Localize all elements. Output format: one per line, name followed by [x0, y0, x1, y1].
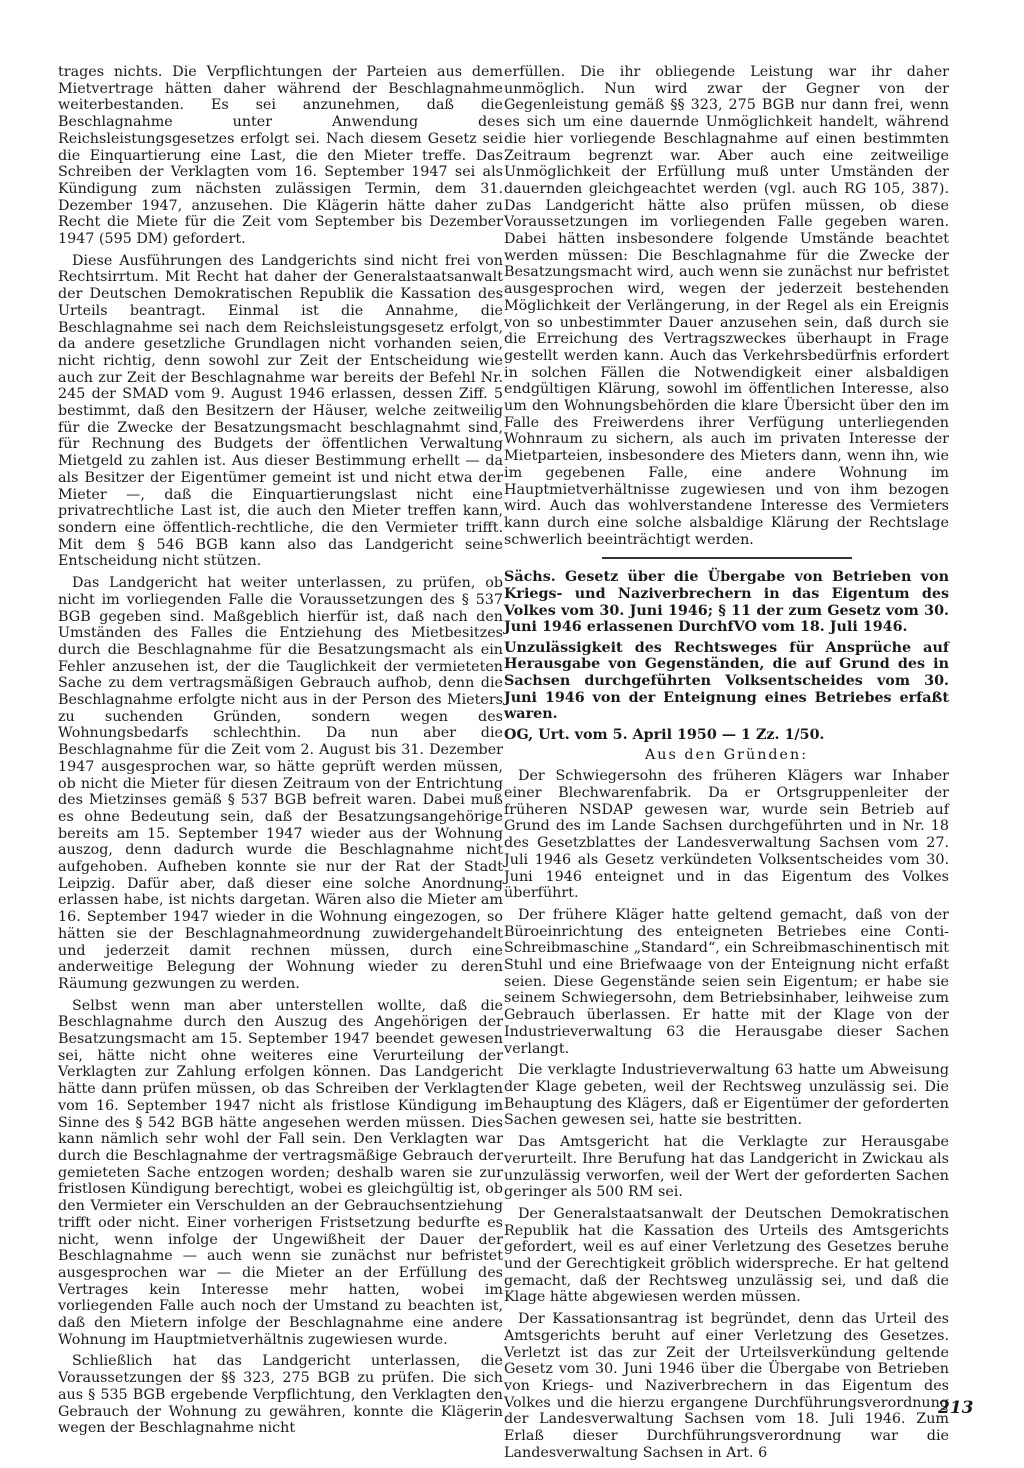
- paragraph: trages nichts. Die Verpflichtungen der Parteien aus dem Mietvertrage hätten daher während der Beschlagnahme weiterbestanden. Es sei anzunehmen, daß die Beschlagnahme unter Anwendung des Reichsleistungsgesetzes erfolgt sei. Nach diesem Gesetz sei die Einquartierung eine Last, die den Mieter treffe. Das Schreiben der Verklagten vom 16. September 1947 sei als Kündigung zum nächsten zulässigen Termin, dem 31. Dezember 1947, anzusehen. Die Klägerin hätte daher zu Recht die Miete für die Zeit vom September bis Dezember 1947 (595 DM) gefordert.: [58, 64, 503, 248]
- law-title: Sächs. Gesetz über die Übergabe von Betrieben von Kriegs- und Naziverbrechern in das Eigentum des Volkes vom 30. Juni 1946; § 11 der zum Gesetz vom 30. Juni 1946 erlassenen DurchfVO vom 18. Juli 1946.: [504, 569, 949, 636]
- decision-citation: OG, Urt. vom 5. April 1950 — 1 Zz. 1/50.: [504, 726, 825, 743]
- left-column: [58, 64, 503, 1442]
- page-number: 213: [938, 1398, 974, 1418]
- paragraph: erfüllen. Die ihr obliegende Leistung war ihr daher unmöglich. Nun wird zwar der Gegner von der Gegenleistung gemäß §§ 323, 275 BGB nur dann frei, wenn es sich um eine dauernde Unmöglichkeit handelt, während die hier vorliegende Beschlagnahme auf einen bestimmten Zeitraum begrenzt war. Aber auch eine zeitweilige Unmöglichkeit der Erfüllung muß unter Umständen der dauernden gleichgeachtet werden (vgl. auch RG 105, 387). Das Landgericht hätte also prüfen müssen, ob diese Voraussetzungen im vorliegenden Falle gegeben waren. Dabei hätten insbesondere folgende Umstände beachtet werden müssen: Die Beschlagnahme für die Zwecke der Besatzungsmacht wird, auch wenn sie zunächst nur befristet ausgesprochen wird, wegen der jederzeit bestehenden Möglichkeit der Verlängerung, in der Regel als ein Ereignis von so unbestimmter Dauer anzusehen sein, daß durch sie die Erreichung des Vertragszweckes überhaupt in Frage gestellt werden kann. Auch das Verkehrsbedürfnis erfordert in solchen Fällen die Notwendigkeit einer alsbaldigen endgültigen Klärung, sowohl im öffentlichen Interesse, also um den Wohnungsbehörden die klare Übersicht über den im Falle des Freiwerdens ihrer Verfügung unterliegenden Wohnraum zu sichern, als auch im privaten Interesse der Mietparteien, insbesondere des Mieters dann, wenn ihn, wie im gegebenen Falle, eine andere Wohnung im Hauptmietverhältnisse zugewiesen und von ihm bezogen wird. Auch das wohlverstandene Interesse des Vermieters kann durch eine solche alsbaldige Klärung der Rechtslage schwerlich beeinträchtigt werden.: [504, 64, 949, 548]
- paragraph: Selbst wenn man aber unterstellen wollte, daß die Beschlagnahme durch den Auszug des Angehörigen der Besatzungsmacht am 15. September 1947 beendet gewesen sei, hätte nicht ohne weiteres eine Verurteilung der Verklagten zur Zahlung erfolgen können. Das Landgericht hätte dann prüfen müssen, ob das Schreiben der Verklagten vom 16. September 1947 nicht als fristlose Kündigung im Sinne des § 542 BGB hätte angesehen werden müssen. Dies kann nämlich sehr wohl der Fall sein. Den Verklagten war durch die Beschlagnahme der vertragsmäßige Gebrauch der gemieteten Sache entzogen worden; deshalb waren sie zur fristlosen Kündigung berechtigt, wobei es gleichgültig ist, ob den Vermieter ein Verschulden an der Gebrauchsentziehung trifft oder nicht. Einer vorherigen Fristsetzung bedurfte es nicht, wenn infolge der Ungewißheit der Dauer der Beschlagnahme — auch wenn sie zunächst nur befristet ausgesprochen war — die Mieter an der Erfüllung des Vertrages kein Interesse mehr hatten, wobei im vorliegenden Falle auch noch der Umstand zu beachten ist, daß den Mietern infolge der Beschlagnahme eine andere Wohnung im Hauptmietverhältnis zugewiesen wurde.: [58, 997, 503, 1348]
- section-divider: [602, 557, 852, 559]
- paragraph: Diese Ausführungen des Landgerichts sind nicht frei von Rechtsirrtum. Mit Recht hat daher der Generalstaatsanwalt der Deutschen Demokratischen Republik die Kassation des Urteils beantragt. Einmal ist die Annahme, die Beschlagnahme sei nach dem Reichsleistungsgesetz erfolgt, da andere gesetzliche Grundlagen nicht vorhanden seien, nicht richtig, denn sowohl zur Zeit der Entscheidung wie auch zur Zeit der Beschlagnahme war bereits der Befehl Nr. 245 der SMAD vom 9. August 1946 erlassen, dessen Ziff. 5 bestimmt, daß den Besitzern der Häuser, welche zeitweilig für die Zwecke der Besatzungsmacht beschlagnahmt sind, für Rechnung des Budgets der öffentlichen Verwaltung Mietgeld zu zahlen ist. Aus dieser Bestimmung erhellt — da als Besitzer der Eigentümer gemeint ist und nicht etwa der Mieter —, daß die Einquartierungslast nicht eine privatrechtliche Last ist, die auch den Mieter treffen kann, sondern eine öffentlich-rechtliche, die den Vermieter trifft. Mit dem § 546 BGB kann also das Landgericht seine Entscheidung nicht stützen.: [58, 252, 503, 570]
- reasons-heading: Aus den Gründen:: [644, 747, 809, 764]
- paragraph: Die verklagte Industrieverwaltung 63 hatte um Abweisung der Klage gebeten, weil der Rechtsweg unzulässig sei. Die Behauptung des Klägers, daß er Eigentümer der geforderten Sachen gewesen sei, hatte sie bestritten.: [504, 1062, 949, 1129]
- headnote-principle: Unzulässigkeit des Rechtsweges für Ansprüche auf Herausgabe von Gegenständen, die auf Grund des in Sachsen durchgeführten Volksentscheides vom 30. Juni 1946 von der Enteignung eines Betriebes erfaßt waren.: [504, 639, 949, 723]
- paragraph: Der Kassationsantrag ist begründet, denn das Urteil des Amtsgerichts beruht auf einer Verletzung des Gesetzes. Verletzt ist das zur Zeit der Urteilsverkündung geltende Gesetz vom 30. Juni 1946 über die Übergabe von Betrieben von Kriegs- und Naziverbrechern in das Eigentum des Volkes und die hierzu ergangene Durchführungsverordnung der Landesverwaltung Sachsen vom 18. Juli 1946. Zum Erlaß dieser Durchführungsverordnung war die Landesverwaltung Sachsen in Art. 6: [504, 1311, 949, 1461]
- paragraph: Der Schwiegersohn des früheren Klägers war Inhaber einer Blechwarenfabrik. Da er Ortsgruppenleiter der früheren NSDAP gewesen war, wurde sein Betrieb auf Grund des im Lande Sachsen durchgeführten und in Nr. 18 des Gesetzblattes der Landesverwaltung Sachsen vom 27. Juli 1946 als Gesetz verkündeten Volksentscheides vom 30. Juni 1946 enteignet und in das Eigentum des Volkes überführt.: [504, 768, 949, 902]
- right-column: [504, 64, 949, 1466]
- paragraph: Der Generalstaatsanwalt der Deutschen Demokratischen Republik hat die Kassation des Urteils des Amtsgerichts gefordert, weil es auf einer Verletzung des Gesetzes beruhe und der Gerechtigkeit gröblich widerspreche. Er hat geltend gemacht, daß der Rechtsweg unzulässig sei, und daß die Klage hätte abgewiesen werden müssen.: [504, 1205, 949, 1306]
- paragraph: Schließlich hat das Landgericht unterlassen, die Voraussetzungen der §§ 323, 275 BGB zu prüfen. Die sich aus § 535 BGB ergebende Verpflichtung, den Verklagten den Gebrauch der Wohnung zu gewähren, konnte die Klägerin wegen der Beschlagnahme nicht: [58, 1353, 503, 1437]
- paragraph: Das Landgericht hat weiter unterlassen, zu prüfen, ob nicht im vorliegenden Falle die Voraussetzungen des § 537 BGB gegeben sind. Maßgeblich hierfür ist, daß nach den Umständen des Falles die Entziehung des Mietbesitzes durch die Beschlagnahme für die Besatzungsmacht als ein Fehler anzusehen ist, der die Tauglichkeit der vermieteten Sache zu dem vertragsmäßigen Gebrauch aufhob, denn die Beschlagnahme erfolgte nicht aus in der Person des Mieters zu suchenden Gründen, sondern wegen des Wohnungsbedarfs schlechthin. Da nun aber die Beschlagnahme für die Zeit vom 2. August bis 31. Dezember 1947 ausgesprochen war, so hätte geprüft werden müssen, ob nicht die Mieter für diesen Zeitraum von der Entrichtung des Mietzinses gemäß § 537 BGB befreit waren. Dabei muß es ohne Bedeutung sein, daß der Besatzungsangehörige bereits am 15. September 1947 wieder aus der Wohnung auszog, denn dadurch wurde die Beschlagnahme nicht aufgehoben. Aufheben konnte sie nur der Rat der Stadt Leipzig. Dafür aber, daß dieser eine solche Anordnung erlassen habe, ist nichts dargetan. Wären also die Mieter am 16. September 1947 wieder in die Wohnung eingezogen, so hätten sie der Beschlagnahmeordnung zuwidergehandelt und jederzeit damit rechnen müssen, durch eine anderweitige Belegung der Wohnung wieder zu deren Räumung gezwungen zu werden.: [58, 575, 503, 992]
- paragraph: Das Amtsgericht hat die Verklagte zur Herausgabe verurteilt. Ihre Berufung hat das Landgericht in Zwickau als unzulässig verworfen, weil der Wert der geforderten Sachen geringer als 500 RM sei.: [504, 1134, 949, 1201]
- paragraph: Der frühere Kläger hatte geltend gemacht, daß von der Büroeinrichtung des enteigneten Betriebes eine Conti-Schreibmaschine „Standard“, ein Schreibmaschinentisch mit Stuhl und eine Briefwaage von der Enteignung nicht erfaßt seien. Diese Gegenstände seien sein Eigentum; er habe sie seinem Schwiegersohn, dem Betriebsinhaber, leihweise zum Gebrauch überlassen. Er hatte mit der Klage von der Industrieverwaltung 63 die Herausgabe dieser Sachen verlangt.: [504, 906, 949, 1057]
